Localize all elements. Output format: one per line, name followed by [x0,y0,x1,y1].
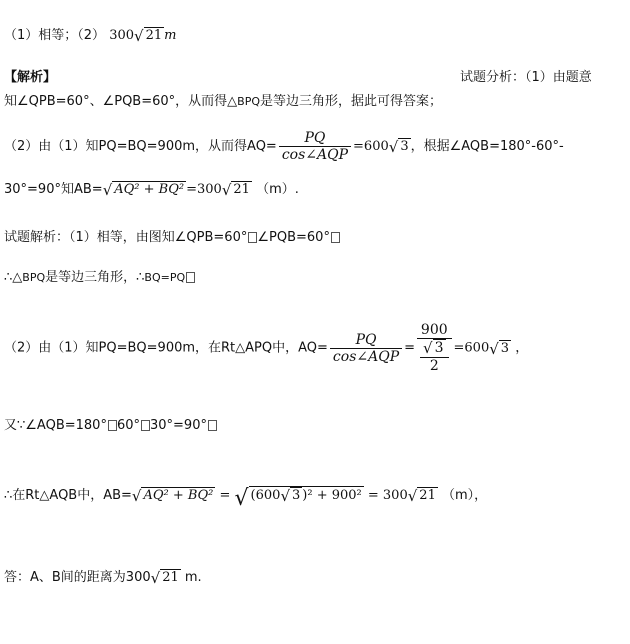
text: ， [515,340,529,356]
analysis-line-2 [4,130,564,163]
value: =600 [353,139,389,154]
solution-line-1 [4,226,340,245]
missing-glyph-icon [208,420,217,431]
text: ∴在Rt△AQB中，AB= [4,488,132,503]
text: 又∵∠AQB=180° [4,418,107,433]
answer-number: 300 [109,28,135,43]
unit: m [164,28,177,43]
text: （2）由（1）知PQ=BQ=900m，在Rt△APQ中，AQ= [4,340,328,356]
sqrt-expression: √ 3 [388,138,409,156]
text: （2）由（1）知PQ=BQ=900m，从而得AQ= [4,139,277,154]
text: 知∠QPB=60°、∠PQB=60°，从而得△ [4,94,238,109]
missing-glyph-icon [141,420,150,431]
missing-glyph-icon [248,232,257,243]
answer-line [4,24,176,45]
sqrt-expression: √ 21 [134,27,163,45]
solution-line-5 [4,484,487,511]
missing-glyph-icon [108,420,117,431]
sqrt-expression: √ 21 [150,569,179,587]
text: 30°=90°知AB= [4,182,103,197]
analysis-intro: 试题分析：（1）由题意 [460,70,592,85]
value: =300 [186,182,222,197]
sqrt-expression: √ 21 [221,181,250,199]
fraction: $\frac{PQ}{\text{cos∠AQP}}$ [279,130,351,163]
unit: m. [184,570,202,585]
sqrt-expression: √ AQ² + BQ² [131,487,214,505]
value: =600 [453,340,490,356]
value: = 300 [367,488,408,503]
analysis-heading: 【解析】 [4,70,57,85]
text: 是等边三角形，∴ [45,270,145,285]
sqrt-expression: √ 21 [407,487,436,505]
solution-line-2 [4,266,195,285]
sqrt-expression: √ AQ² + BQ² [102,181,185,199]
text: ∠PQB=60° [257,230,330,245]
text: 答：A、B间的距离为300 [4,570,151,585]
fraction: $\frac{900}{\frac{√ 3}{2}}$ [417,322,451,374]
text: ，根据∠AQB=180°-60°- [410,139,564,154]
missing-glyph-icon [331,232,340,243]
text: ∴△ [4,270,23,285]
solution-line-3: （2）由（1）知PQ=BQ=900m，在Rt△APQ中，AQ= $\frac{PQ}{\text{cos∠AQP}}$ = $\frac{900}{\frac{√ 3}{2}}$ =600√ 3 ， [4,322,529,374]
unit: （m）. [256,182,299,197]
analysis-line-3 [4,178,299,199]
sqrt-expression: √ (600√ 3 )² + 900² [234,486,362,511]
text: BQ=PQ [144,271,186,284]
sqrt-expression: √ 3 [489,339,510,358]
solution-line-4 [4,414,217,433]
analysis-heading-line [4,66,624,85]
triangle-name: BPQ [22,271,46,284]
triangle-name: BPQ [237,95,260,108]
analysis-line-1 [4,90,442,109]
unit: （m）， [441,488,488,503]
answer-text: （1）相等；（2） [4,28,106,43]
text: 30°=90° [150,418,207,433]
text: 是等边三角形，据此可得答案； [260,94,443,109]
text: 试题解析：（1）相等，由图知∠QPB=60° [4,230,248,245]
text: 60° [116,418,140,433]
fraction: $\frac{PQ}{\text{cos∠AQP}}$ [330,332,402,365]
missing-glyph-icon [186,272,195,283]
final-answer-line [4,566,202,587]
equals: = [219,488,231,503]
